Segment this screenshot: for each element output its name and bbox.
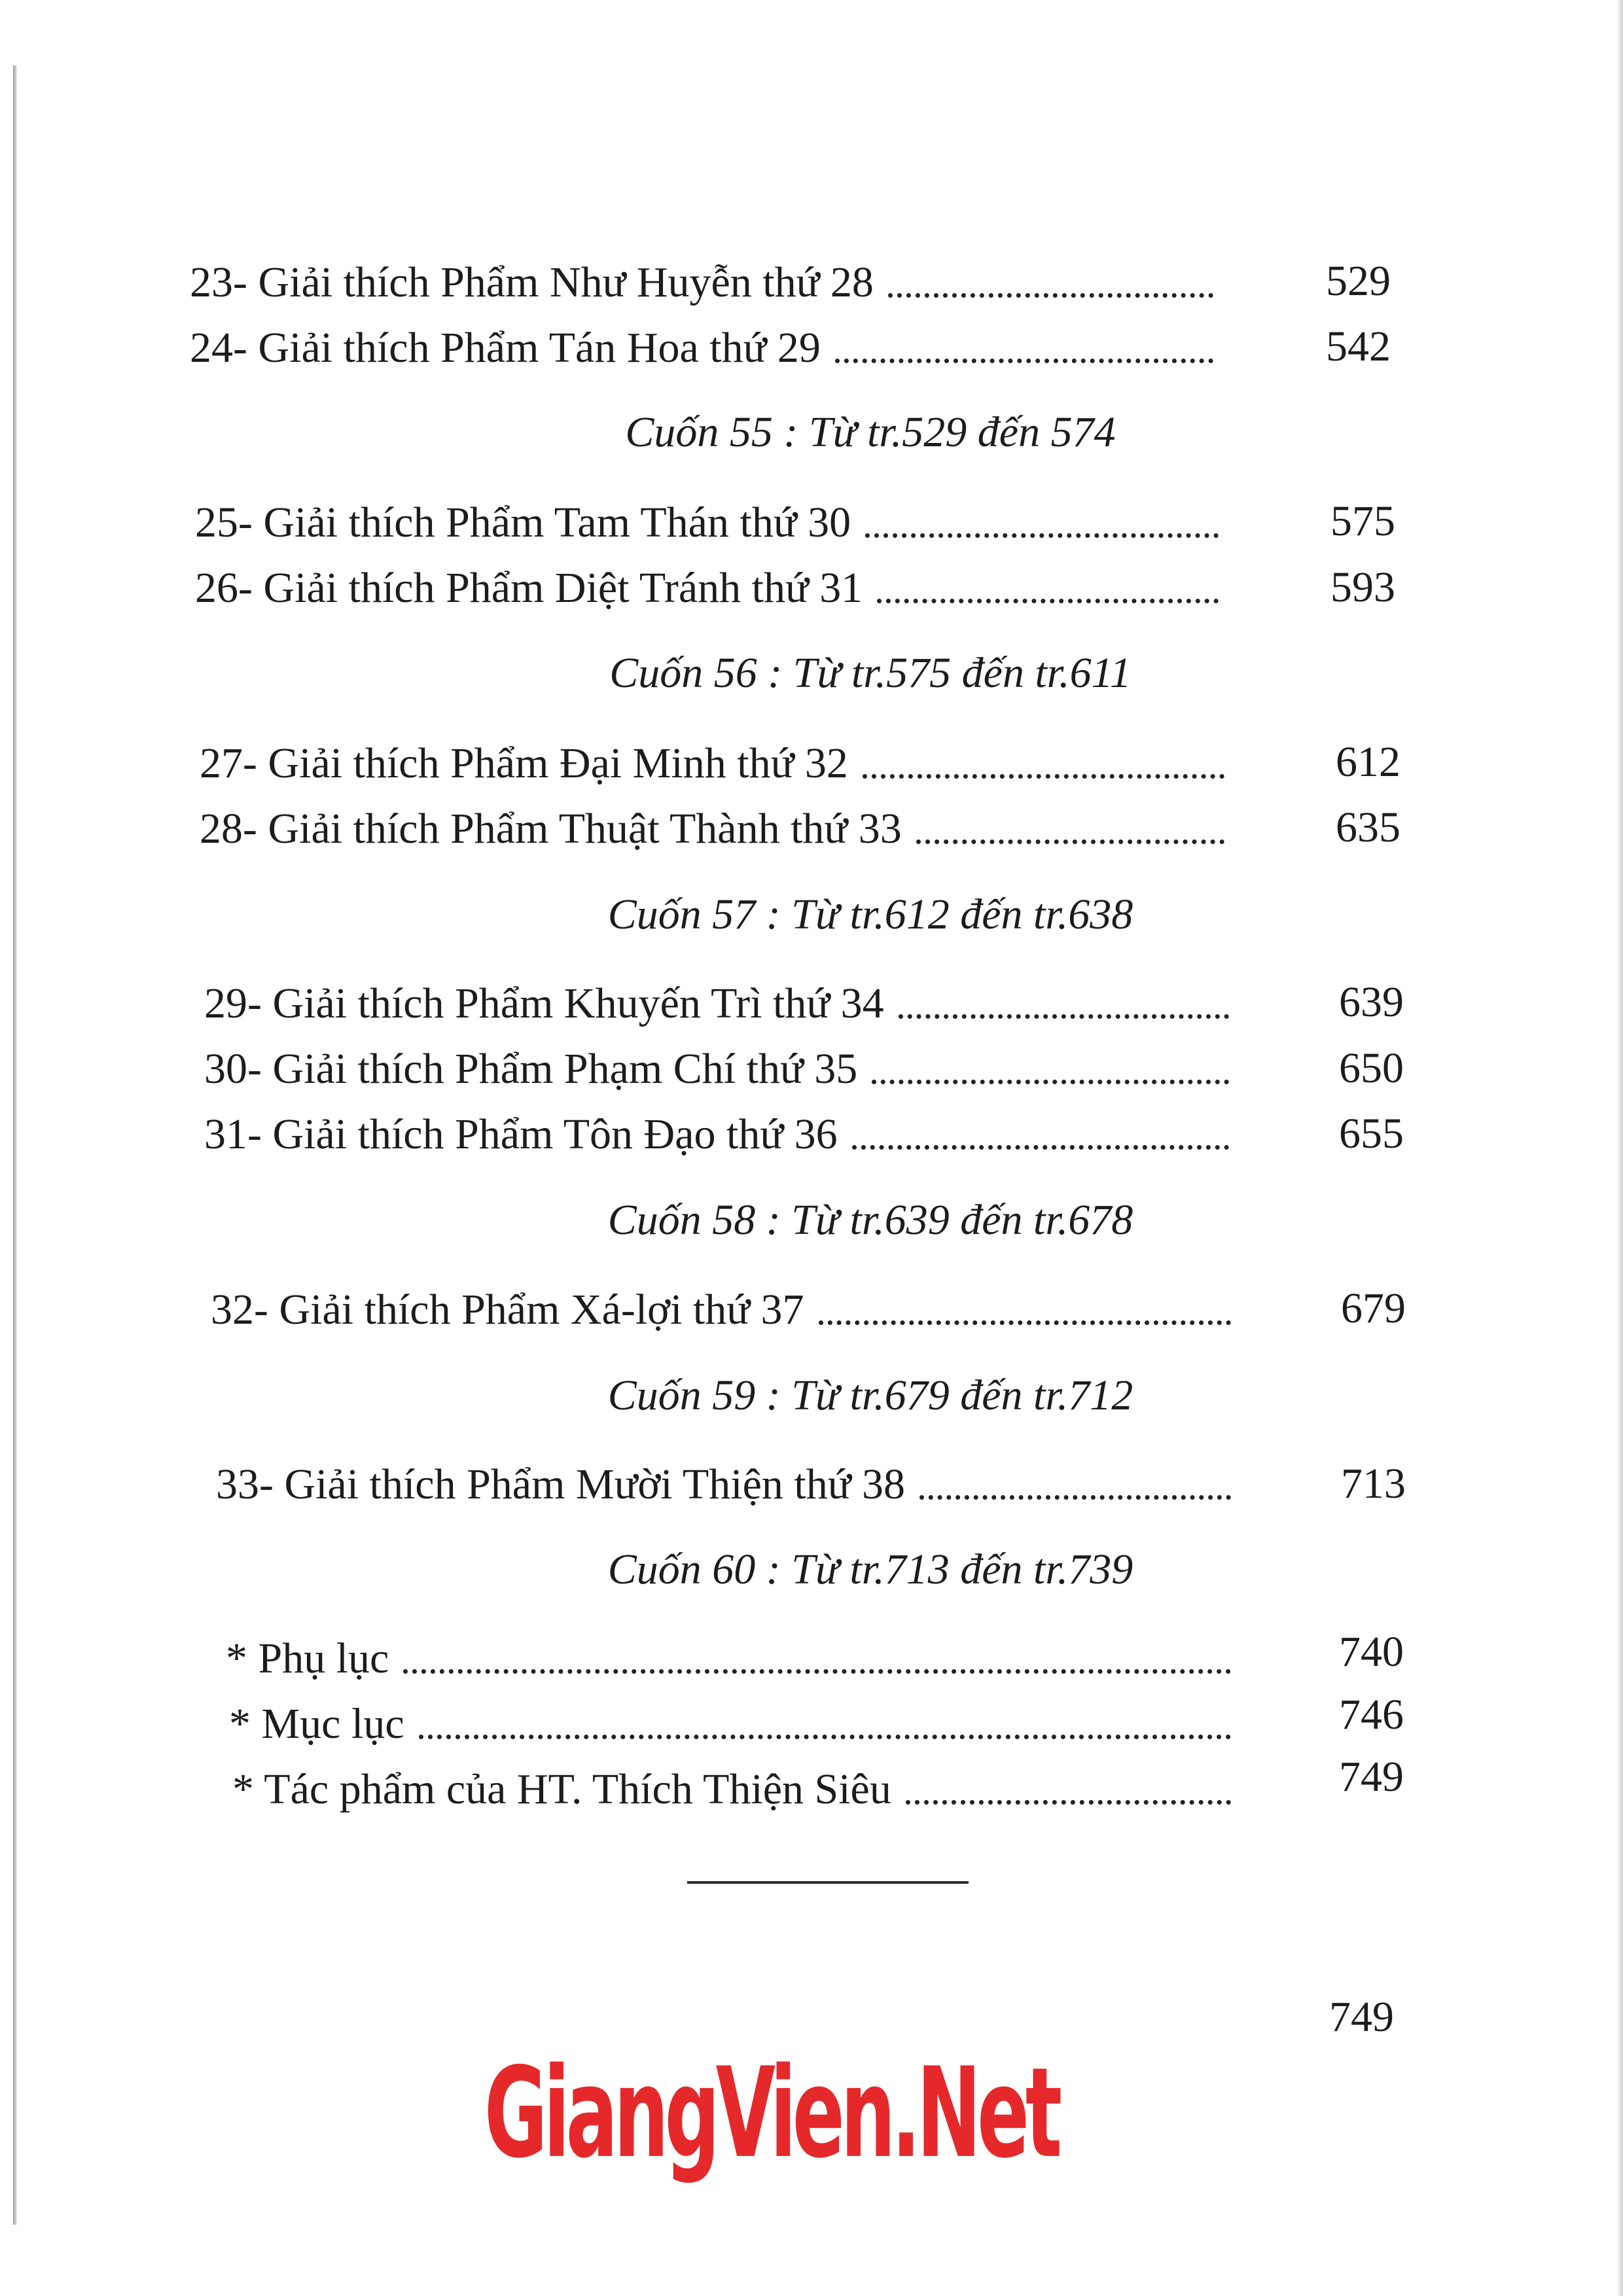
- dot-leader: [852, 1145, 1229, 1150]
- dot-leader: [863, 774, 1224, 779]
- toc-entry-title: 33- Giải thích Phẩm Mười Thiện thứ 38: [216, 1460, 905, 1508]
- toc-entry[interactable]: [200, 798, 1235, 851]
- dot-leader: [919, 1495, 1231, 1500]
- toc-entry[interactable]: [195, 557, 1229, 610]
- toc-entry-page: 639: [1339, 978, 1404, 1026]
- toc-entry-title: 27- Giải thích Phẩm Đại Minh thứ 32: [200, 739, 848, 787]
- toc-entry-page: 655: [1339, 1110, 1404, 1157]
- toc-entry[interactable]: [204, 1104, 1240, 1156]
- toc-entry-title: 24- Giải thích Phẩm Tán Hoa thứ 29: [190, 324, 821, 372]
- dot-leader: [835, 359, 1213, 363]
- toc-entry-title: 26- Giải thích Phẩm Diệt Tránh thứ 31: [195, 564, 863, 612]
- volume-heading: Cuốn 57 : Từ tr.612 đến tr.638: [607, 891, 1133, 938]
- toc-entry-page: 679: [1341, 1284, 1406, 1332]
- volume-heading: Cuốn 56 : Từ tr.575 đến tr.611: [609, 649, 1132, 697]
- toc-entry[interactable]: [190, 252, 1224, 304]
- volume-heading: Cuốn 60 : Từ tr.713 đến tr.739: [607, 1545, 1133, 1593]
- toc-entry-title: 31- Giải thích Phẩm Tôn Đạo thứ 36: [204, 1110, 838, 1158]
- toc-entry[interactable]: [200, 733, 1235, 785]
- toc-entry[interactable]: [195, 492, 1229, 544]
- volume-heading: Cuốn 58 : Từ tr.639 đến tr.678: [607, 1196, 1133, 1244]
- dot-leader: [916, 839, 1224, 844]
- dot-leader: [877, 599, 1219, 603]
- toc-entry-title: 23- Giải thích Phẩm Như Huyễn thứ 28: [190, 258, 874, 306]
- toc-entry-page: 749: [1339, 1753, 1404, 1801]
- dot-leader: [819, 1320, 1231, 1325]
- dot-leader: [403, 1669, 1231, 1674]
- toc-entry-title: 30- Giải thích Phẩm Phạm Chí thứ 35: [204, 1045, 858, 1093]
- page-number: 749: [1329, 1993, 1394, 2041]
- dot-leader: [899, 1014, 1229, 1019]
- watermark-logo: GiangVien.Net: [484, 2041, 1058, 2185]
- toc-entry[interactable]: [190, 317, 1224, 370]
- toc-entry-title: 28- Giải thích Phẩm Thuật Thành thứ 33: [200, 805, 902, 853]
- dot-leader: [906, 1800, 1231, 1805]
- volume-heading: Cuốn 55 : Từ tr.529 đến 574: [625, 408, 1116, 456]
- toc-entry-page: 575: [1330, 497, 1395, 545]
- toc-entry[interactable]: [204, 973, 1240, 1025]
- toc-entry-page: 713: [1341, 1460, 1406, 1508]
- toc-entry-title: 25- Giải thích Phẩm Tam Thán thứ 30: [195, 499, 851, 546]
- separator-rule: [687, 1881, 969, 1884]
- toc-entry-title: 29- Giải thích Phẩm Khuyến Trì thứ 34: [204, 980, 884, 1027]
- dot-leader: [419, 1735, 1231, 1739]
- toc-entry-title: * Mục lục: [229, 1700, 404, 1748]
- toc-entry[interactable]: [229, 1693, 1241, 1746]
- toc-entry-title: * Tác phẩm của HT. Thích Thiện Siêu: [232, 1765, 891, 1813]
- toc-entry-title: 32- Giải thích Phẩm Xá-lợi thứ 37: [211, 1286, 804, 1333]
- toc-entry-page: 746: [1339, 1691, 1404, 1739]
- dot-leader: [888, 293, 1213, 298]
- toc-entry[interactable]: [211, 1279, 1241, 1332]
- toc-entry[interactable]: [232, 1759, 1241, 1811]
- dot-leader: [865, 533, 1219, 538]
- toc-entry-page: 593: [1330, 563, 1395, 611]
- toc-entry-page: 740: [1339, 1628, 1404, 1676]
- toc-entry[interactable]: [226, 1628, 1241, 1680]
- dot-leader: [872, 1080, 1229, 1084]
- toc-entry-page: 529: [1326, 257, 1391, 305]
- toc-entry-title: * Phụ lục: [226, 1634, 389, 1682]
- toc-entry-page: 612: [1336, 738, 1400, 786]
- volume-heading: Cuốn 59 : Từ tr.679 đến tr.712: [607, 1371, 1133, 1419]
- toc-entry-page: 650: [1339, 1044, 1404, 1092]
- toc-entry[interactable]: [216, 1454, 1241, 1506]
- toc-entry[interactable]: [204, 1038, 1240, 1091]
- toc-entry-page: 542: [1326, 323, 1391, 370]
- toc-entry-page: 635: [1336, 804, 1400, 851]
